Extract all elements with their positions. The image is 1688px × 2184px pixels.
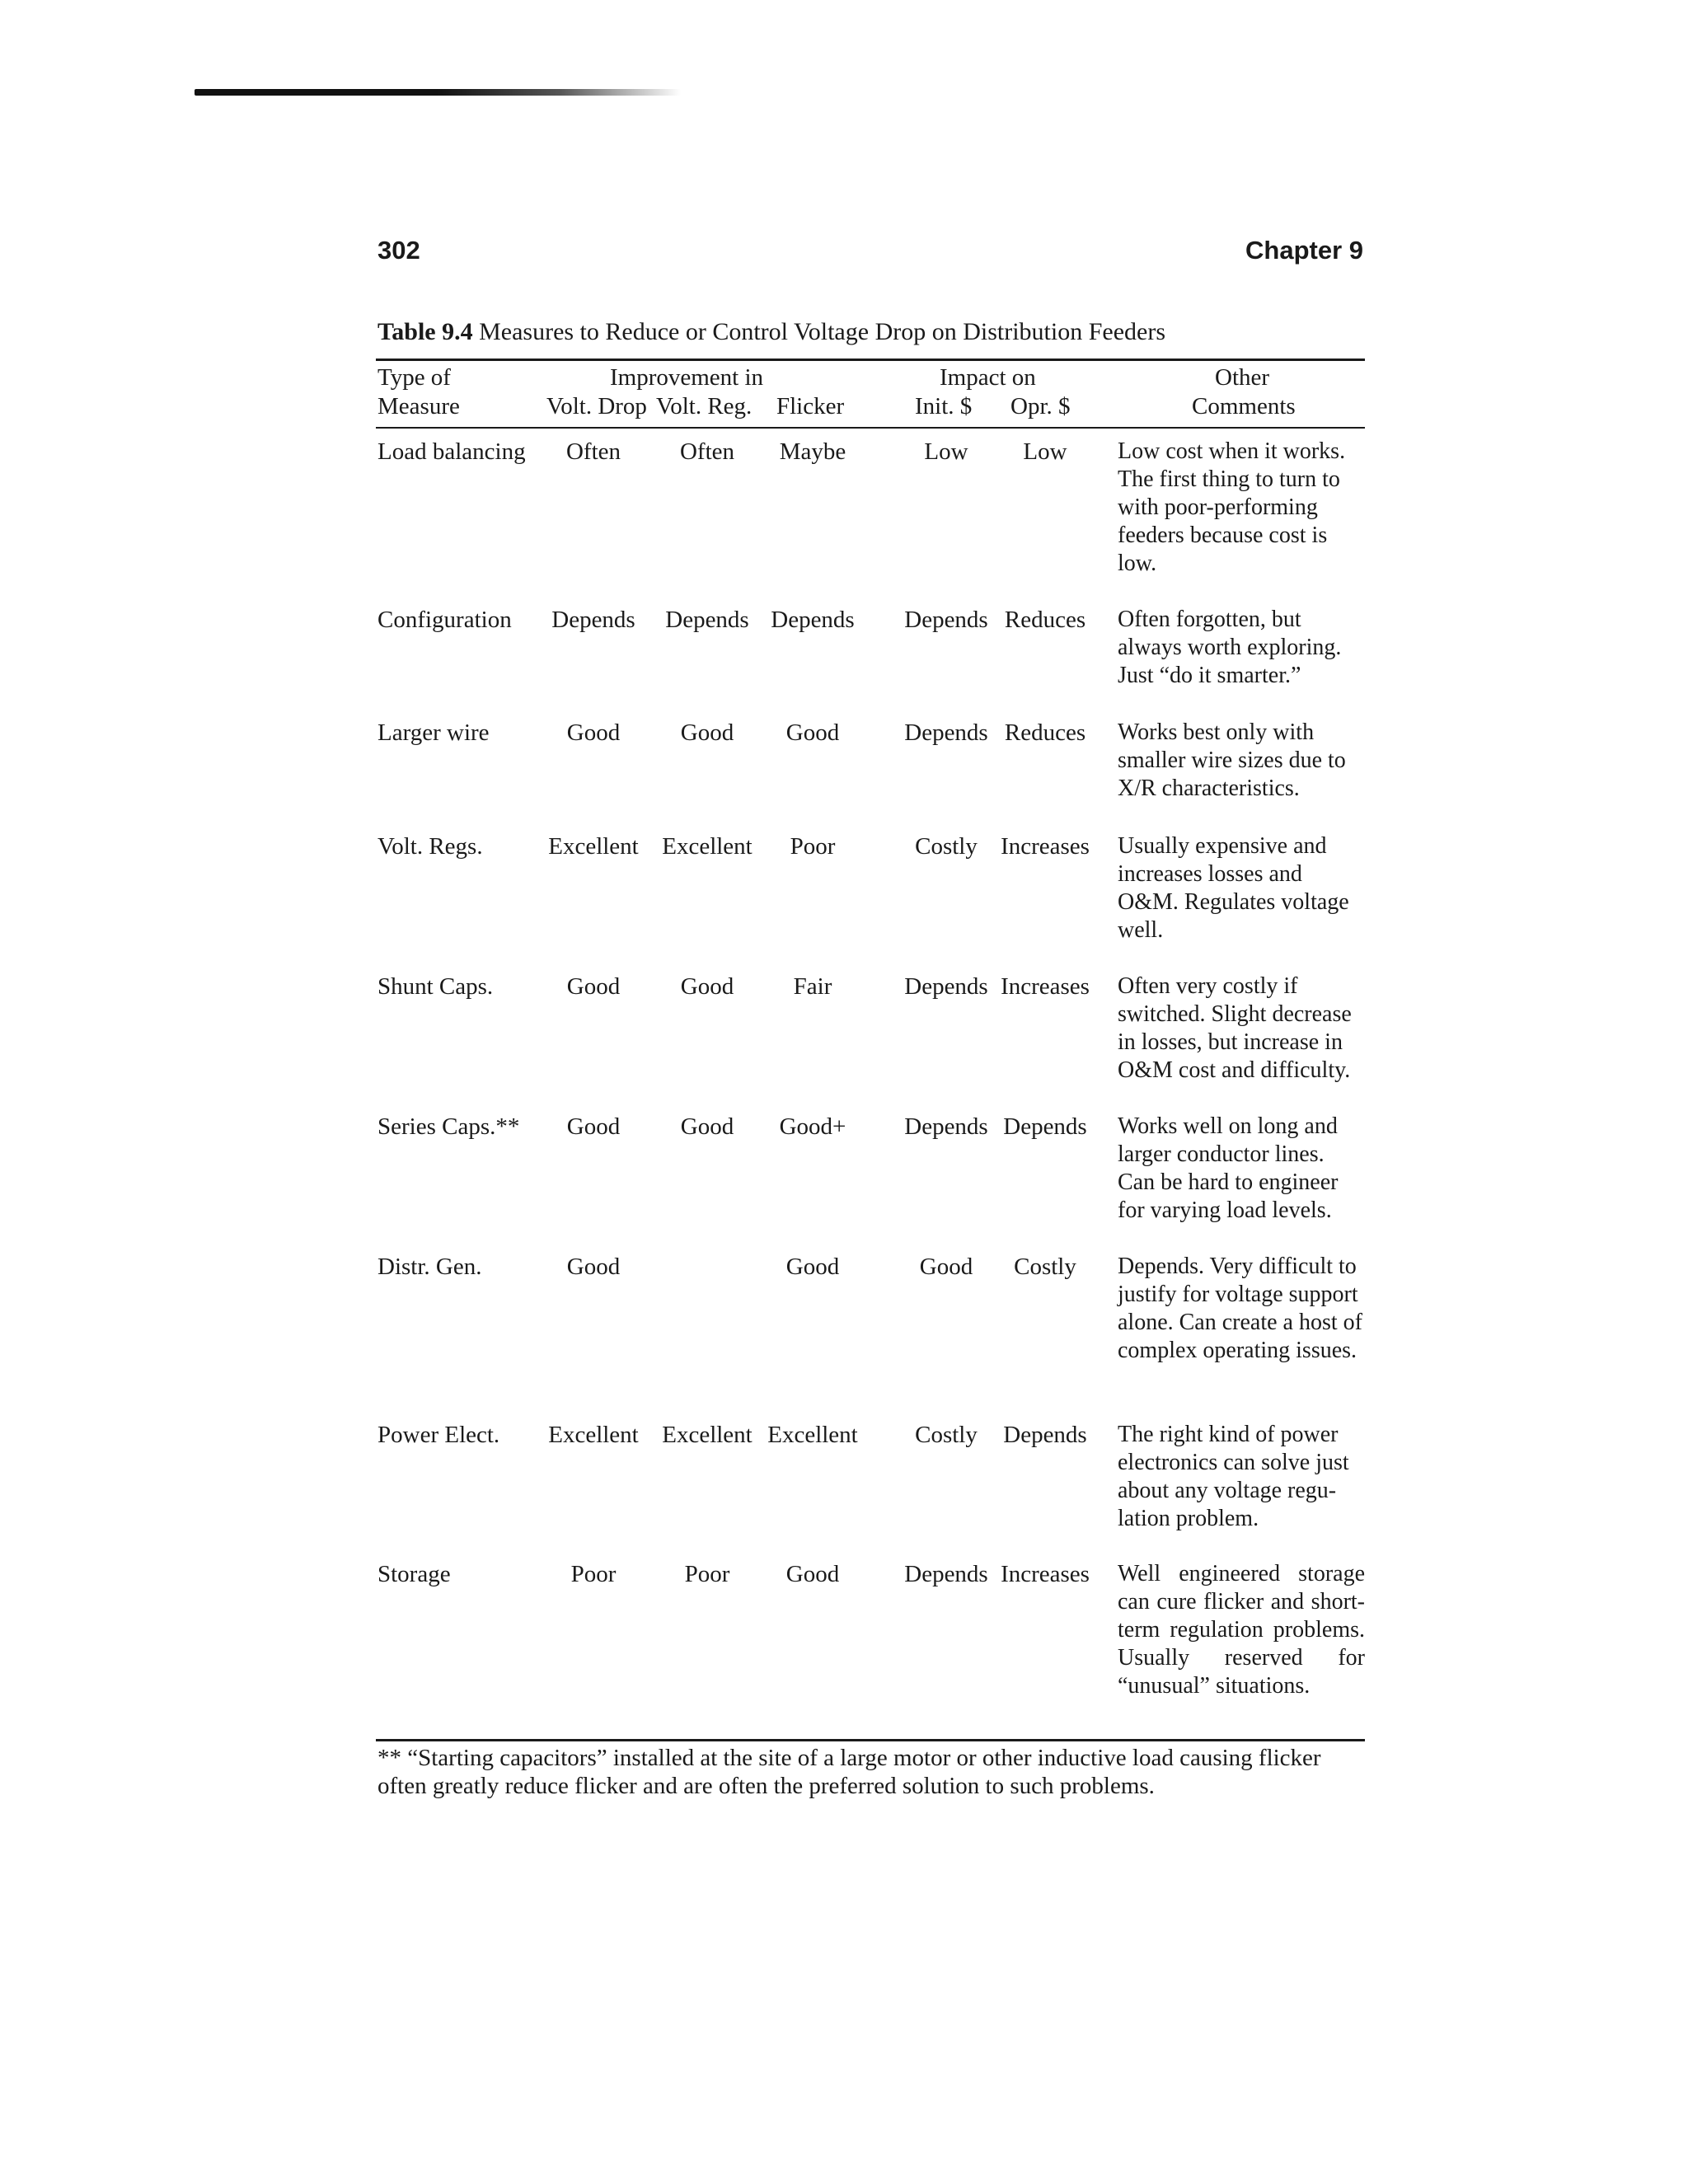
cell-flicker: Good: [785, 1561, 840, 1587]
table-footnote: ** “Starting capacitors” installed at the site of a large motor or other inductive load causing flicker often greatly reduce flicker and are often the preferred solution to such problems.: [377, 1745, 1321, 1799]
cell-measure: Volt. Regs.: [377, 833, 483, 860]
cell-volt-drop: Good: [566, 973, 621, 1000]
cell-opr-cost: Increases: [1001, 1561, 1090, 1587]
cell-comments: Often very costly if switched. Slight decrease in losses, but increase in O&M cost and difficulty.: [1118, 973, 1352, 1083]
header-other: Other: [1215, 364, 1270, 391]
cell-comments: Low cost when it works. The first thing to turn to with poor-performing feeders because cost is low.: [1118, 438, 1346, 576]
header-volt-drop: Volt. Drop: [546, 393, 647, 419]
cell-volt-drop: Often: [565, 438, 621, 465]
header-init-cost: Init. $: [915, 393, 973, 419]
cell-init-cost: Costly: [915, 1422, 978, 1448]
cell-opr-cost: Depends: [1003, 1422, 1087, 1448]
cell-flicker: Excellent: [767, 1422, 858, 1448]
cell-opr-cost: Increases: [1001, 833, 1090, 860]
cell-comments: The right kind of power electronics can solve just about any voltage regu-lation problem.: [1118, 1422, 1349, 1531]
table-row: [0, 1421, 1688, 1569]
cell-init-cost: Low: [924, 438, 968, 465]
cell-comments: Works best only with smaller wire sizes due to X/R characteristics.: [1118, 719, 1346, 801]
cell-init-cost: Costly: [915, 833, 978, 860]
cell-volt-reg: Depends: [665, 607, 749, 633]
page-number: 302: [377, 236, 420, 265]
header-flicker: Flicker: [776, 393, 845, 419]
cell-volt-drop: Good: [566, 1113, 621, 1140]
cell-init-cost: Depends: [904, 719, 988, 746]
cell-flicker: Depends: [771, 607, 855, 633]
cell-measure: Configuration: [377, 607, 512, 633]
table-row: [0, 832, 1688, 981]
cell-measure: Load balancing: [377, 438, 526, 465]
cell-volt-drop: Good: [566, 719, 621, 746]
cell-measure: Shunt Caps.: [377, 973, 494, 1000]
cell-comments: Depends. Very difficult to justify for voltage support alone. Can create a host of complex operating issues.: [1118, 1254, 1362, 1363]
cell-volt-reg: Excellent: [662, 1422, 753, 1448]
cell-opr-cost: Increases: [1001, 973, 1090, 1000]
table-row: [0, 438, 1688, 586]
header-impact-on: Impact on: [940, 364, 1036, 391]
cell-comments: Works well on long and larger conductor lines. Can be hard to engineer for varying load levels.: [1118, 1113, 1339, 1223]
cell-comments: Usually expensive and increases losses and O&M. Regulates voltage well.: [1118, 833, 1349, 943]
cell-init-cost: Depends: [904, 973, 988, 1000]
cell-volt-reg: Good: [680, 973, 734, 1000]
cell-comments: Often forgotten, but always worth exploring. Just “do it smarter.”: [1118, 607, 1342, 688]
cell-opr-cost: Reduces: [1004, 719, 1086, 746]
chapter-label: Chapter 9: [1245, 236, 1363, 265]
cell-volt-reg: Good: [680, 719, 734, 746]
cell-flicker: Good: [785, 1254, 840, 1280]
cell-volt-reg: Often: [679, 438, 735, 465]
table-number: Table 9.4: [377, 318, 473, 345]
cell-volt-drop: Poor: [570, 1561, 617, 1587]
header-type-of: Type of: [377, 364, 451, 391]
cell-flicker: Poor: [790, 833, 836, 860]
header-volt-reg: Volt. Reg.: [656, 393, 753, 419]
cell-volt-reg: Good: [680, 1113, 734, 1140]
cell-opr-cost: Low: [1023, 438, 1067, 465]
cell-init-cost: Good: [919, 1254, 973, 1280]
header-improvement-in: Improvement in: [610, 364, 764, 391]
table-row: [0, 1560, 1688, 1737]
cell-init-cost: Depends: [904, 1561, 988, 1587]
table-top-rule: [376, 359, 1365, 361]
cell-volt-drop: Depends: [551, 607, 635, 633]
table-header-rule: [376, 427, 1365, 429]
cell-measure: Distr. Gen.: [377, 1254, 482, 1280]
cell-opr-cost: Costly: [1014, 1254, 1076, 1280]
cell-volt-reg: Excellent: [662, 833, 753, 860]
cell-comments: Well engineered storage can cure flicker and short-term regulation problems. Usually reserved for “unusual” situations.: [1118, 1561, 1365, 1699]
cell-volt-drop: Excellent: [548, 1422, 639, 1448]
cell-measure: Storage: [377, 1561, 451, 1587]
scan-edge-rule: [195, 89, 681, 96]
header-opr-cost: Opr. $: [1010, 393, 1071, 419]
cell-volt-reg: Poor: [684, 1561, 730, 1587]
cell-init-cost: Depends: [904, 607, 988, 633]
cell-measure: Power Elect.: [377, 1422, 500, 1448]
cell-flicker: Good+: [779, 1113, 846, 1140]
table-caption: [377, 318, 1165, 346]
table-row: [0, 1113, 1688, 1261]
running-head: [377, 236, 1363, 272]
header-comments: Comments: [1192, 393, 1296, 419]
header-measure: Measure: [377, 393, 460, 419]
cell-volt-drop: Excellent: [548, 833, 639, 860]
cell-init-cost: Depends: [904, 1113, 988, 1140]
cell-volt-drop: Good: [566, 1254, 621, 1280]
cell-opr-cost: Depends: [1003, 1113, 1087, 1140]
table-row: [0, 972, 1688, 1121]
cell-flicker: Fair: [793, 973, 832, 1000]
table-bottom-rule: [376, 1739, 1365, 1741]
table-row: [0, 1253, 1688, 1401]
cell-opr-cost: Reduces: [1004, 607, 1086, 633]
table-title: Measures to Reduce or Control Voltage Drop on Distribution Feeders: [479, 318, 1166, 345]
cell-flicker: Maybe: [779, 438, 846, 465]
cell-measure: Series Caps.**: [377, 1113, 520, 1140]
cell-measure: Larger wire: [377, 719, 490, 746]
cell-flicker: Good: [785, 719, 840, 746]
